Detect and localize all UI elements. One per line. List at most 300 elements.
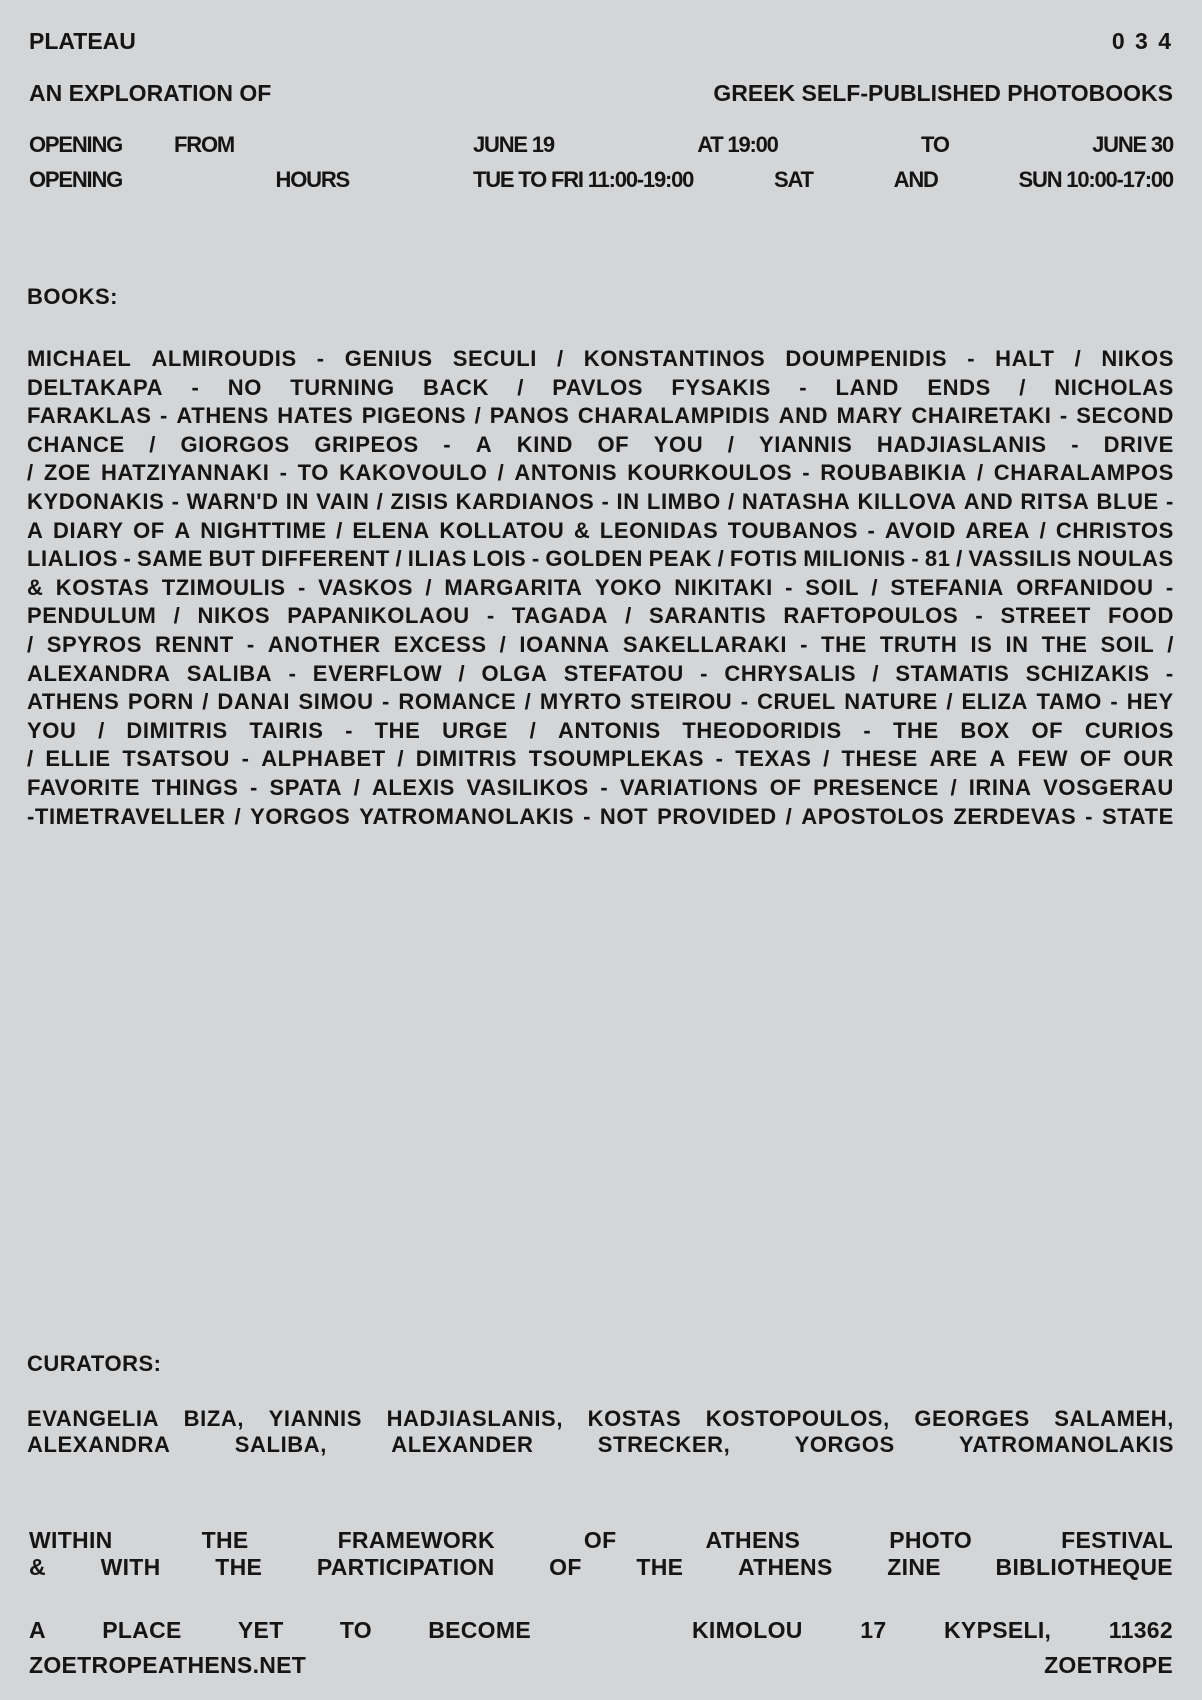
- books-word: /: [397, 746, 405, 772]
- hours-word: HOURS: [275, 167, 349, 192]
- books-word: A: [989, 746, 1006, 772]
- books-word: THE: [892, 717, 939, 743]
- books-word: SAME: [137, 546, 203, 572]
- books-word: 81: [924, 546, 951, 572]
- books-word: /: [1019, 374, 1026, 400]
- books-word: TO: [297, 460, 329, 486]
- books-word: -: [715, 746, 724, 772]
- books-word: SPATA: [269, 774, 343, 800]
- address-word: KYPSELI,: [944, 1617, 1052, 1643]
- books-word: CHRISTOS: [1055, 517, 1174, 543]
- books-word: A: [475, 431, 493, 457]
- curators-word: GEORGES: [914, 1406, 1030, 1431]
- framework-text: [29, 1527, 1173, 1581]
- books-word: /: [353, 774, 361, 800]
- books-word: -: [123, 546, 132, 572]
- books-word: FEW: [1017, 746, 1069, 772]
- books-word: &: [573, 517, 591, 543]
- books-word: /: [727, 488, 735, 514]
- books-word: -: [160, 403, 168, 429]
- books-word: /: [27, 460, 34, 486]
- books-word: MARGARITA: [444, 574, 583, 600]
- address-word: 17: [860, 1617, 887, 1643]
- books-word: MYRTO: [539, 689, 622, 715]
- books-word: -: [799, 374, 808, 400]
- curators-word: SALIBA,: [234, 1432, 327, 1457]
- books-word: SAKELLARAKI: [622, 631, 788, 657]
- and-word: AND: [893, 167, 938, 192]
- books-word: -TIMETRAVELLER: [27, 803, 226, 829]
- curators-line: [27, 1432, 1174, 1458]
- books-word: VAIN: [316, 488, 370, 514]
- books-word: TEXAS: [735, 746, 812, 772]
- books-word: /: [1074, 346, 1082, 371]
- curators-word: KOSTOPOULOS,: [705, 1406, 890, 1431]
- books-word: VASILIKOS: [466, 774, 589, 800]
- books-word: KOSTAS: [55, 574, 150, 600]
- books-word: A: [27, 517, 44, 543]
- books-word: /: [557, 346, 564, 371]
- books-word: -: [531, 546, 540, 572]
- books-word: DOUMPENIDIS: [785, 346, 948, 371]
- books-word: /: [717, 546, 725, 572]
- books-word: ENDS: [927, 374, 991, 400]
- opening-time: AT 19:00: [697, 132, 778, 157]
- opening-word-2: OPENING: [29, 167, 123, 192]
- books-word: HATES: [277, 403, 354, 429]
- address-row: [29, 1617, 1173, 1644]
- books-word: -: [802, 460, 811, 486]
- books-word: -: [246, 631, 255, 657]
- books-word: NATURE: [844, 689, 938, 715]
- books-word: -: [1071, 431, 1080, 457]
- books-word: /: [956, 546, 963, 572]
- books-word: /: [529, 717, 537, 743]
- books-line: [27, 660, 1174, 689]
- books-line: [27, 374, 1174, 403]
- books-line: [27, 517, 1174, 546]
- books-word: /: [517, 374, 524, 400]
- books-word: ANTONIS: [557, 717, 661, 743]
- books-line: [27, 431, 1174, 460]
- books-line: [27, 345, 1174, 374]
- books-word: RENNT: [155, 631, 234, 657]
- books-word: CHANCE: [27, 431, 125, 457]
- place-word: TO: [339, 1617, 372, 1643]
- books-word: SOIL: [1100, 631, 1155, 657]
- books-word: -: [279, 460, 288, 486]
- books-word: TAGADA: [511, 603, 608, 629]
- venue-name: ZOETROPE: [1044, 1652, 1173, 1678]
- books-word: HADJIASLANIS: [876, 431, 1047, 457]
- issue-number: 0 3 4: [1111, 28, 1173, 54]
- books-word: FYSAKIS: [671, 374, 771, 400]
- subtitle-left: AN EXPLORATION OF: [29, 80, 272, 106]
- books-word: ANTONIS: [514, 460, 618, 486]
- books-line: [27, 774, 1174, 803]
- books-word: /: [497, 460, 505, 486]
- books-word: THE: [1041, 631, 1088, 657]
- books-word: FARAKLAS: [27, 403, 152, 429]
- books-word: IN: [616, 488, 640, 514]
- books-word: -: [1165, 574, 1174, 600]
- books-word: SIMOU: [298, 689, 374, 715]
- books-word: /: [976, 460, 984, 486]
- books-word: /: [474, 403, 482, 429]
- framework-word: THE: [215, 1554, 263, 1580]
- books-word: LEONIDAS: [599, 517, 719, 543]
- books-word: DIFFERENT: [261, 546, 390, 572]
- weekday-hours: TUE TO FRI 11:00-19:00: [473, 167, 694, 192]
- books-word: THE: [374, 717, 421, 743]
- books-word: ILIAS: [407, 546, 467, 572]
- books-word: ATHENS: [27, 689, 120, 715]
- books-word: /: [27, 746, 34, 772]
- books-word: &: [27, 574, 44, 600]
- books-word: -: [967, 346, 976, 371]
- books-word: PANOS: [489, 403, 570, 429]
- books-word: AND: [963, 488, 1014, 514]
- framework-word: OF: [549, 1554, 582, 1580]
- books-word: EXCESS: [393, 631, 487, 657]
- books-word: ROMANCE: [398, 689, 517, 715]
- subtitle-row: [29, 80, 1173, 107]
- books-line: [27, 402, 1174, 431]
- books-word: KIND: [516, 431, 573, 457]
- books-word: GOLDEN: [545, 546, 644, 572]
- framework-word: ATHENS: [705, 1527, 801, 1553]
- books-word: KARDIANOS: [455, 488, 595, 514]
- curators-word: BIZA,: [183, 1406, 245, 1431]
- books-word: AVOID: [884, 517, 956, 543]
- books-word: KYDONAKIS: [27, 488, 165, 514]
- books-word: GIORGOS: [180, 431, 290, 457]
- books-word: DIMITRIS: [126, 717, 228, 743]
- books-word: MICHAEL: [27, 346, 132, 371]
- books-word: DIARY: [52, 517, 124, 543]
- books-word: DRIVE: [1103, 431, 1174, 457]
- curators-word: ALEXANDER: [391, 1432, 534, 1457]
- books-word: ORFANIDOU: [1016, 574, 1154, 600]
- books-word: -: [1059, 403, 1068, 429]
- books-word: GENIUS: [344, 346, 433, 371]
- books-word: NICHOLAS: [1054, 374, 1174, 400]
- books-word: PROVIDED: [657, 803, 777, 829]
- weekend-hours: SUN 10:00-17:00: [1018, 167, 1173, 192]
- books-word: ELIZA: [961, 689, 1029, 715]
- books-word: /: [149, 431, 156, 457]
- books-word: -: [1110, 689, 1119, 715]
- books-word: SPYROS: [46, 631, 143, 657]
- framework-line: [29, 1554, 1173, 1581]
- books-word: BACK: [422, 374, 489, 400]
- books-word: ALPHABET: [261, 746, 386, 772]
- from-word: FROM: [174, 132, 234, 157]
- books-word: ALEXANDRA: [27, 660, 171, 686]
- framework-word: FESTIVAL: [1061, 1527, 1173, 1553]
- books-word: IN: [1005, 631, 1029, 657]
- books-word: PENDULUM: [27, 603, 157, 629]
- books-word: TSATSOU: [122, 746, 230, 772]
- curators-word: YIANNIS: [268, 1406, 363, 1431]
- books-word: -: [249, 774, 258, 800]
- books-line: [27, 717, 1174, 746]
- books-word: -: [345, 717, 354, 743]
- books-word: -: [316, 346, 325, 371]
- books-word: -: [740, 689, 749, 715]
- books-word: CHAIRETAKI: [911, 403, 1052, 429]
- framework-line: [29, 1527, 1173, 1554]
- books-line: [27, 745, 1174, 774]
- books-word: SALIBA: [186, 660, 273, 686]
- books-word: -: [486, 603, 495, 629]
- books-word: VOSGERAU: [1043, 774, 1174, 800]
- books-word: AND: [778, 403, 829, 429]
- books-word: -: [583, 803, 592, 829]
- framework-word: OF: [583, 1527, 617, 1553]
- books-word: LIMBO: [646, 488, 721, 514]
- books-word: OF: [597, 431, 630, 457]
- books-word: URGE: [442, 717, 509, 743]
- books-word: GRIPEOS: [314, 431, 419, 457]
- books-word: -: [297, 574, 306, 600]
- books-word: VASSILIS: [968, 546, 1072, 572]
- books-word: TAMO: [1036, 689, 1102, 715]
- books-word: OF: [1079, 746, 1112, 772]
- books-word: YATROMANOLAKIS: [359, 803, 575, 829]
- books-word: HEY: [1126, 689, 1174, 715]
- books-word: SCHIZAKIS: [1025, 660, 1150, 686]
- books-word: STEFATOU: [563, 660, 684, 686]
- books-line: [27, 631, 1174, 660]
- books-word: PEAK: [648, 546, 713, 572]
- framework-word: &: [29, 1554, 46, 1580]
- place-word: A: [29, 1617, 46, 1643]
- books-word: -: [1165, 660, 1174, 686]
- books-word: THESE: [841, 746, 918, 772]
- books-word: KILLOVA: [857, 488, 957, 514]
- books-word: ELLIE: [45, 746, 111, 772]
- books-word: STATE: [1102, 803, 1174, 829]
- books-word: LOIS: [472, 546, 527, 572]
- books-word: ELENA: [352, 517, 430, 543]
- books-word: CHARALAMPIDIS: [577, 403, 771, 429]
- framework-word: PHOTO: [889, 1527, 973, 1553]
- framework-word: BIBLIOTHEQUE: [995, 1554, 1173, 1580]
- books-word: NIKOS: [1101, 346, 1174, 371]
- books-word: AREA: [965, 517, 1031, 543]
- books-word: VARIATIONS: [619, 774, 759, 800]
- books-word: /: [395, 546, 403, 572]
- books-word: YOU: [27, 717, 77, 743]
- books-word: THINGS: [151, 774, 239, 800]
- books-word: MILIONIS: [803, 546, 906, 572]
- books-word: STAMATIS: [895, 660, 1010, 686]
- books-word: DANAI: [217, 689, 291, 715]
- books-word: NIKOS: [197, 603, 271, 629]
- framework-word: FRAMEWORK: [337, 1527, 495, 1553]
- books-word: KAKOVOULO: [339, 460, 488, 486]
- books-word: SECOND: [1076, 403, 1174, 429]
- books-word: STREET: [1000, 603, 1091, 629]
- framework-word: THE: [636, 1554, 684, 1580]
- books-word: CHARALAMPOS: [993, 460, 1174, 486]
- books-word: -: [601, 488, 610, 514]
- books-word: /: [27, 631, 34, 657]
- books-word: MARY: [836, 403, 903, 429]
- books-word: NOT: [599, 803, 649, 829]
- books-word: NIGHTTIME: [200, 517, 327, 543]
- books-word: -: [382, 689, 390, 715]
- books-word: YIANNIS: [758, 431, 853, 457]
- books-word: TAIRIS: [249, 717, 324, 743]
- curators-word: STRECKER,: [597, 1432, 731, 1457]
- books-word: EVERFLOW: [312, 660, 443, 686]
- place-right: [692, 1617, 1173, 1644]
- books-word: -: [911, 546, 920, 572]
- curators-label: CURATORS:: [27, 1351, 162, 1376]
- books-word: -: [288, 660, 297, 686]
- books-word: FOTIS: [729, 546, 798, 572]
- books-word: PORN: [127, 689, 194, 715]
- books-word: BOX: [960, 717, 1010, 743]
- books-label: BOOKS:: [27, 284, 118, 309]
- opening-start-date: JUNE 19: [473, 132, 554, 157]
- books-word: /: [98, 717, 105, 743]
- books-word: KONSTANTINOS: [583, 346, 766, 371]
- books-word: -: [975, 603, 984, 629]
- books-word: RAFTOPOULOS: [783, 603, 959, 629]
- books-word: RITSA: [1020, 488, 1090, 514]
- books-word: PIGEONS: [361, 403, 467, 429]
- books-word: -: [600, 774, 609, 800]
- books-word: /: [499, 631, 507, 657]
- books-word: KOURKOULOS: [627, 460, 793, 486]
- books-line: [27, 488, 1174, 517]
- books-word: TRUTH: [879, 631, 958, 657]
- books-word: -: [443, 431, 452, 457]
- curators-word: ALEXANDRA: [27, 1432, 171, 1457]
- books-list: [27, 345, 1174, 831]
- books-word: TURNING: [290, 374, 395, 400]
- books-word: VASKOS: [318, 574, 414, 600]
- books-word: YOU: [653, 431, 704, 457]
- books-word: IN: [285, 488, 309, 514]
- books-line: [27, 574, 1174, 603]
- books-word: -: [1085, 803, 1094, 829]
- books-word: /: [376, 488, 384, 514]
- curators-word: SALAMEH,: [1054, 1406, 1174, 1431]
- books-word: NO: [227, 374, 262, 400]
- books-word: IOANNA: [519, 631, 610, 657]
- books-word: PRESENCE: [813, 774, 939, 800]
- books-word: OF: [133, 517, 165, 543]
- books-word: ARE: [929, 746, 978, 772]
- books-line: [27, 459, 1174, 488]
- framework-word: THE: [201, 1527, 249, 1553]
- books-word: STEFANIA: [890, 574, 1004, 600]
- address-word: 11362: [1108, 1617, 1173, 1643]
- books-line: [27, 688, 1174, 717]
- books-word: ZOE: [43, 460, 91, 486]
- curators-word: EVANGELIA: [27, 1406, 160, 1431]
- books-word: /: [785, 803, 793, 829]
- books-word: IS: [970, 631, 993, 657]
- footer-row: [29, 1652, 1173, 1679]
- books-word: -: [800, 631, 809, 657]
- books-word: -: [191, 374, 200, 400]
- books-word: /: [950, 774, 958, 800]
- books-word: ZERDEVAS: [953, 803, 1077, 829]
- books-word: /: [336, 517, 343, 543]
- books-word: PAVLOS: [552, 374, 644, 400]
- address-word: KIMOLOU: [692, 1617, 803, 1643]
- curators-list: [27, 1406, 1174, 1458]
- books-word: THEODORIDIS: [682, 717, 842, 743]
- books-word: ANOTHER: [267, 631, 381, 657]
- books-word: /: [425, 574, 433, 600]
- books-word: /: [872, 660, 880, 686]
- books-word: /: [823, 746, 830, 772]
- books-word: HALT: [995, 346, 1055, 371]
- books-word: TSOUMPLEKAS: [528, 746, 704, 772]
- books-word: KOLLATOU: [439, 517, 565, 543]
- books-word: CRUEL: [757, 689, 836, 715]
- books-word: SECULI: [452, 346, 537, 371]
- place-word: BECOME: [428, 1617, 531, 1643]
- books-word: ROUBABIKIA: [820, 460, 967, 486]
- opening-row: [29, 132, 1173, 158]
- books-word: DELTAKAPA: [27, 374, 164, 400]
- books-word: -: [1166, 488, 1174, 514]
- books-word: /: [946, 689, 954, 715]
- books-word: BUT: [208, 546, 256, 572]
- place-word: PLACE: [102, 1617, 182, 1643]
- hours-row: [29, 167, 1173, 193]
- books-line: [27, 602, 1174, 631]
- books-word: IRINA: [968, 774, 1032, 800]
- books-word: STEIROU: [630, 689, 733, 715]
- books-word: NOULAS: [1077, 546, 1174, 572]
- curators-line: [27, 1406, 1174, 1432]
- books-word: ZISIS: [390, 488, 449, 514]
- books-word: OUR: [1123, 746, 1174, 772]
- books-word: CURIOS: [1084, 717, 1174, 743]
- books-word: -: [700, 660, 709, 686]
- books-word: YORGOS: [250, 803, 351, 829]
- books-word: /: [234, 803, 242, 829]
- opening-word: OPENING: [29, 132, 123, 157]
- curators-word: YATROMANOLAKIS: [959, 1432, 1174, 1457]
- framework-word: WITHIN: [29, 1527, 113, 1553]
- books-word: /: [173, 603, 181, 629]
- framework-word: WITH: [100, 1554, 161, 1580]
- books-word: /: [1039, 517, 1047, 543]
- curators-word: KOSTAS: [587, 1406, 682, 1431]
- books-word: OF: [769, 774, 802, 800]
- poster-title: PLATEAU: [29, 28, 136, 54]
- books-word: OF: [1031, 717, 1064, 743]
- books-word: /: [625, 603, 632, 629]
- sat-word: SAT: [774, 167, 813, 192]
- books-word: ALMIROUDIS: [151, 346, 297, 371]
- books-word: HATZIYANNAKI: [100, 460, 270, 486]
- books-word: LIALIOS: [27, 546, 118, 572]
- website-link[interactable]: ZOETROPEATHENS.NET: [29, 1652, 307, 1678]
- framework-word: PARTICIPATION: [316, 1554, 495, 1580]
- books-word: /: [524, 689, 532, 715]
- framework-word: ATHENS: [737, 1554, 833, 1580]
